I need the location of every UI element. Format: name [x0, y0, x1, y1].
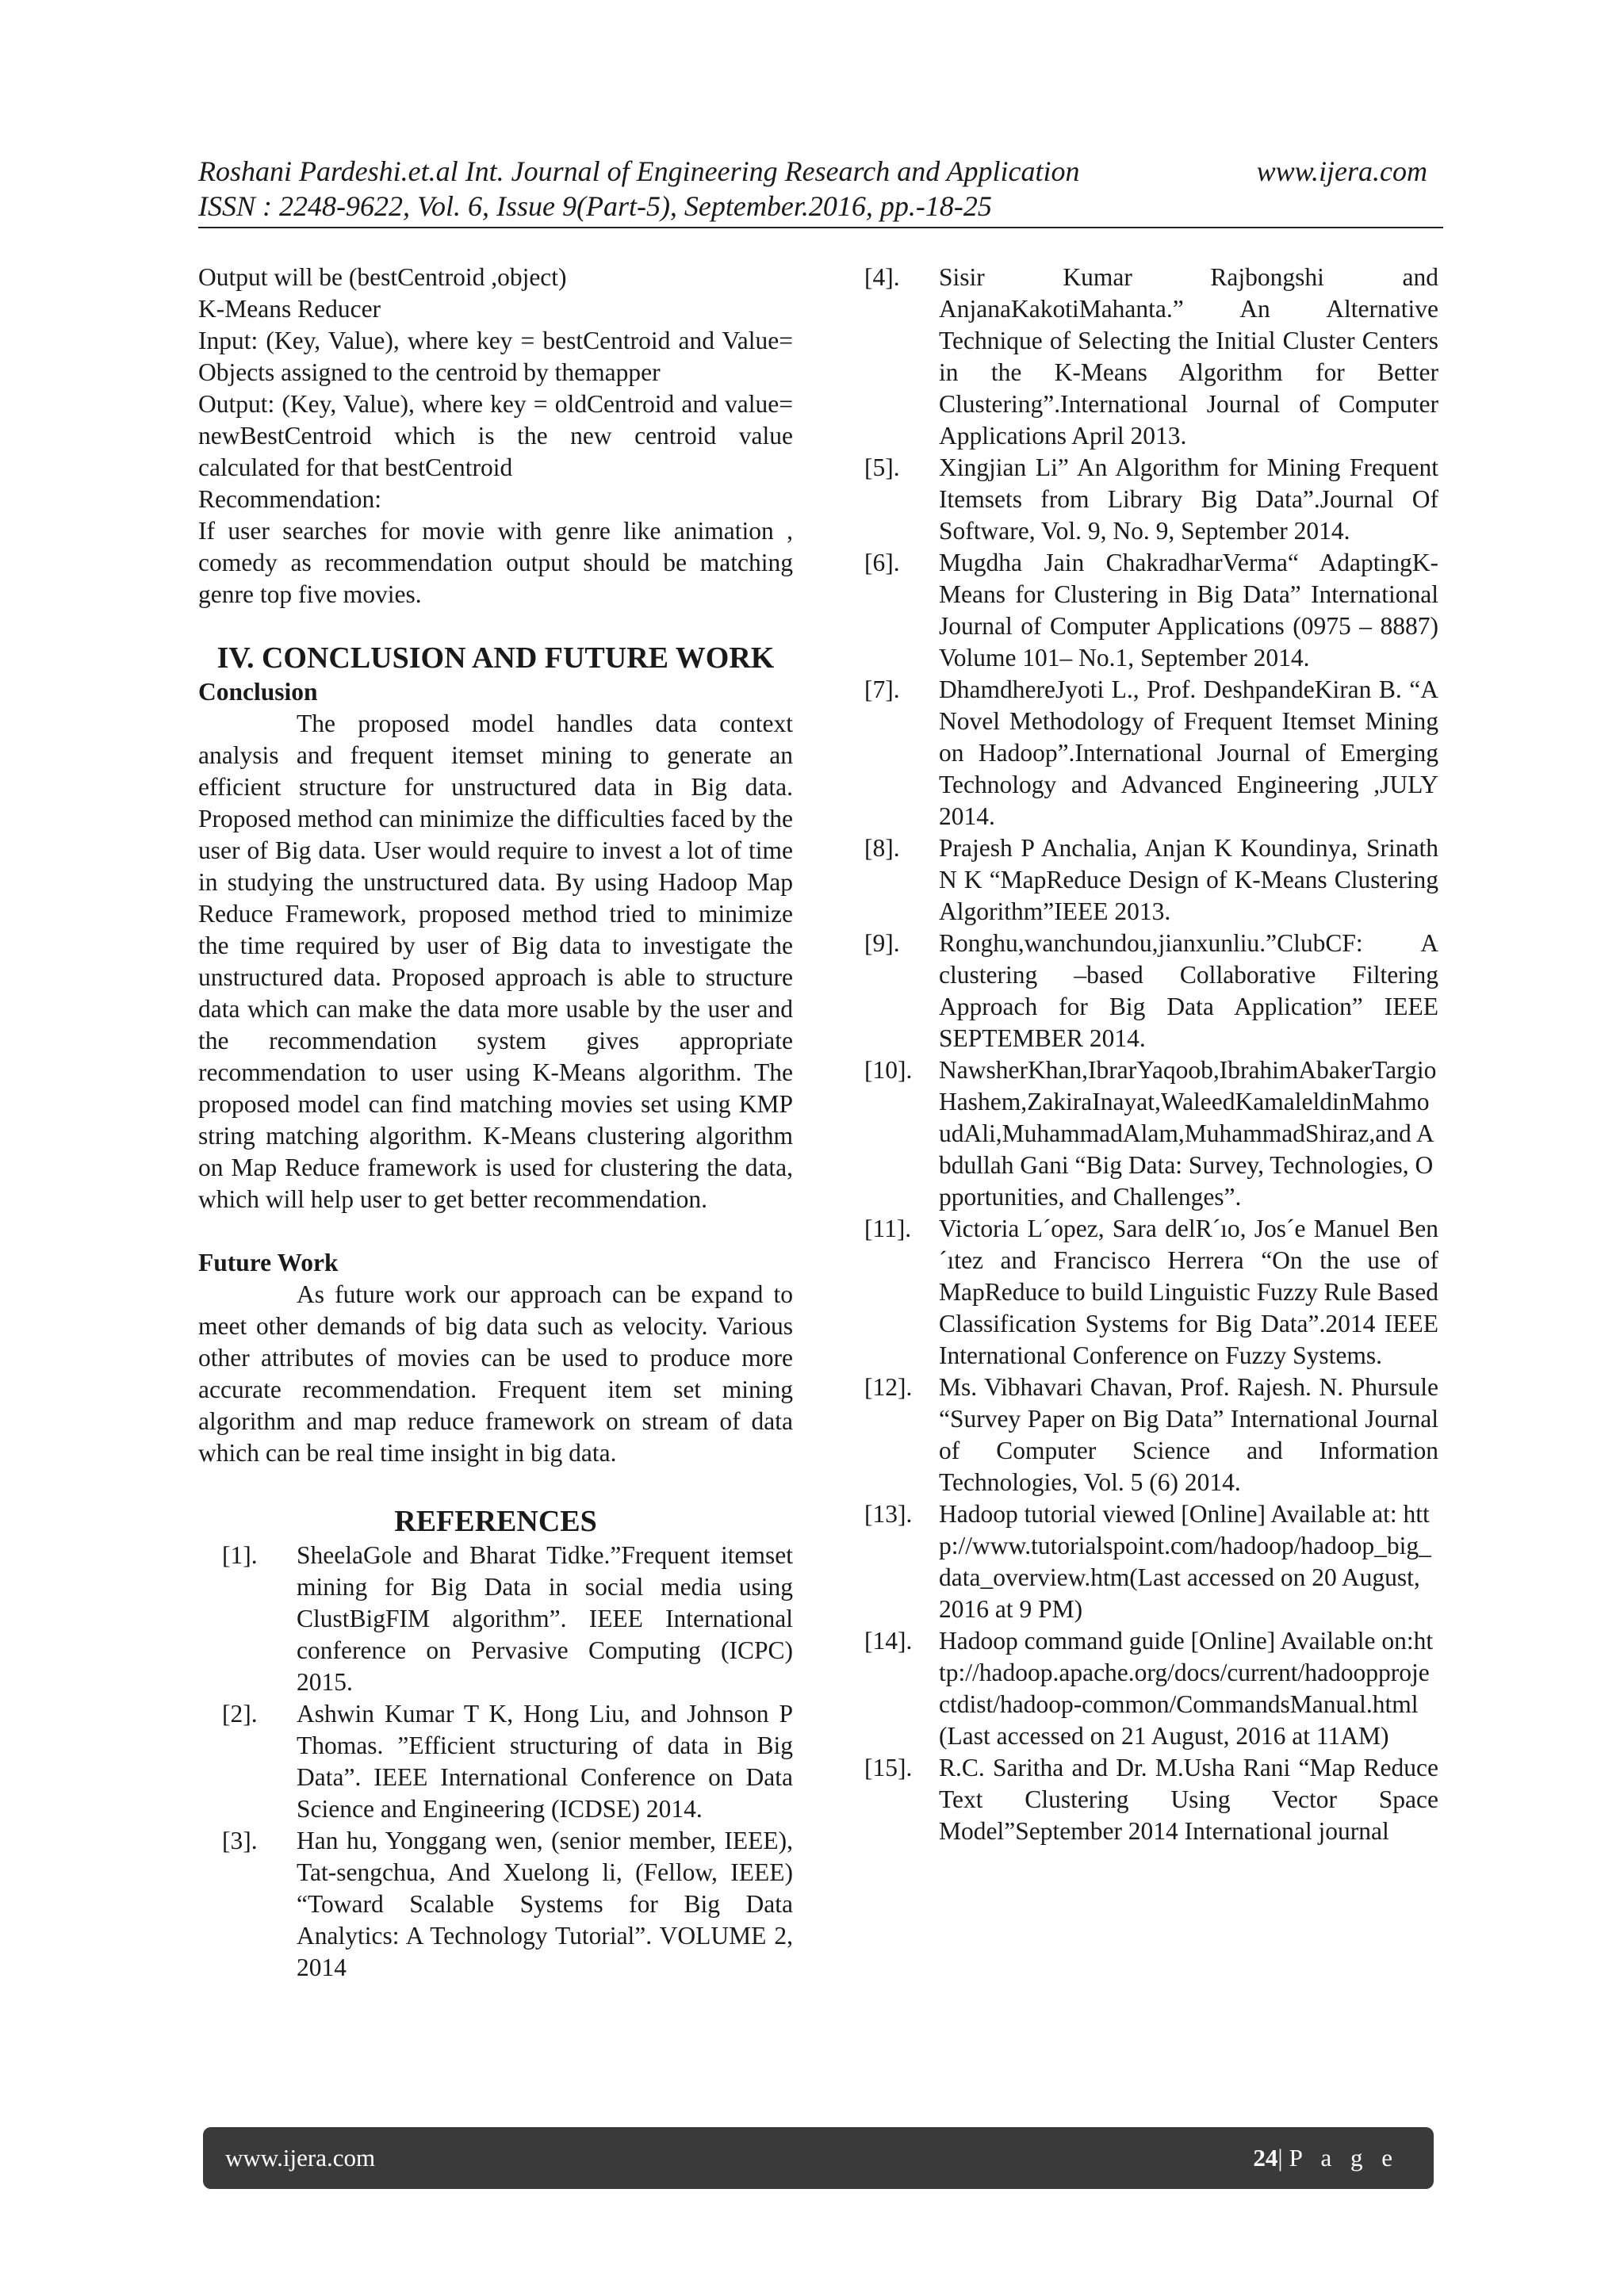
left-column: [198, 262, 793, 1984]
reference-number: [1].: [222, 1541, 258, 1569]
reference-number: [7].: [864, 675, 900, 703]
running-header: [198, 154, 1443, 224]
reference-number: [2].: [222, 1700, 258, 1728]
reference-number: [5].: [864, 453, 900, 481]
reference-number: [13].: [864, 1500, 913, 1528]
page-label: |P a g e: [1277, 2144, 1399, 2172]
reference-item: [864, 832, 1438, 928]
reference-text: Hadoop tutorial viewed [Online] Available at: http://www.tutorialspoint.com/hadoop/hadoop_big_data_overview.htm(Last accessed on 20 August, 2016 at 9 PM): [939, 1500, 1431, 1623]
reducer-input-paragraph: Input: (Key, Value), where key = bestCentroid and Value= Objects assigned to the centroid by themapper: [198, 327, 793, 386]
reference-text: Victoria L´opez, Sara delR´ıo, Jos´e Manuel Ben´ıtez and Francisco Herrera “On the use of MapReduce to build Linguistic Fuzzy Rule Based Classification Systems for Big Data”.2014 IEEE International Conference on Fuzzy Systems.: [939, 1215, 1438, 1369]
reference-number: [14].: [864, 1627, 913, 1655]
reference-text: Hadoop command guide [Online] Available on:http://hadoop.apache.org/docs/current/hadoopprojectdist/hadoop-common/CommandsManual.html(Last accessed on 21 August, 2016 at 11AM): [939, 1627, 1434, 1750]
references-list-right: [864, 262, 1438, 1847]
journal-citation: Roshani Pardeshi.et.al Int. Journal of Engineering Research and Application: [198, 155, 1080, 187]
reference-text: Sisir Kumar Rajbongshi and AnjanaKakotiMahanta.” An Alternative Technique of Selecting the Initial Cluster Centers in the K-Means Algorithm for Better Clustering”.International Journal of Computer Applications April 2013.: [939, 263, 1438, 450]
references-list-left: [198, 1540, 793, 1984]
reference-text: R.C. Saritha and Dr. M.Usha Rani “Map Reduce Text Clustering Using Vector Space Model”September 2014 International journal: [939, 1754, 1438, 1845]
reference-item: [864, 928, 1438, 1054]
reference-item: [864, 1372, 1438, 1498]
conclusion-heading: Conclusion: [198, 678, 318, 706]
reference-item: [198, 1825, 793, 1984]
page-footer: [203, 2127, 1434, 2189]
reducer-output-paragraph: Output: (Key, Value), where key = oldCentroid and value= newBestCentroid which is the new centroid value calculated for that bestCentroid: [198, 390, 793, 481]
reference-item: [864, 1054, 1438, 1213]
reference-text: SheelaGole and Bharat Tidke.”Frequent itemset mining for Big Data in social media using ClustBigFIM algorithm”. IEEE International conference on Pervasive Computing (ICPC) 2015.: [297, 1541, 793, 1696]
reference-number: [15].: [864, 1754, 913, 1781]
reference-item: [864, 262, 1438, 452]
reference-text: DhamdhereJyoti L., Prof. DeshpandeKiran B. “A Novel Methodology of Frequent Itemset Mining on Hadoop”.International Journal of Emerging Technology and Advanced Engineering ,JULY 2014.: [939, 675, 1438, 830]
reference-item: [864, 452, 1438, 547]
output-line: Output will be (bestCentroid ,object): [198, 263, 567, 291]
reference-number: [6].: [864, 549, 900, 576]
reference-item: [864, 1625, 1438, 1752]
header-line-1: [198, 154, 1443, 189]
reference-text: NawsherKhan,IbrarYaqoob,IbrahimAbakerTargioHashem,ZakiraInayat,WaleedKamaleldinMahmoudAli,MuhammadAlam,MuhammadShiraz,and Abdullah Gani “Big Data: Survey, Technologies, Opportunities, and Challenges”.: [939, 1056, 1437, 1211]
reference-item: [198, 1540, 793, 1698]
reference-item: [864, 1498, 1438, 1625]
future-work-paragraph: As future work our approach can be expand to meet other demands of big data such as velocity. Various other attributes of movies can be used to produce more accurate recommendation. Frequent item set mining algorithm and map reduce framework on stream of data which can be real time insight in big data.: [198, 1280, 793, 1467]
reference-text: Ashwin Kumar T K, Hong Liu, and Johnson P Thomas. ”Efficient structuring of data in Big Data”. IEEE International Conference on Data Science and Engineering (ICDSE) 2014.: [297, 1700, 793, 1823]
footer-website: www.ijera.com: [225, 2144, 376, 2172]
page-number: 24: [1253, 2144, 1278, 2172]
reference-text: Ronghu,wanchundou,jianxunliu.”ClubCF: A clustering –based Collaborative Filtering Approach for Big Data Application” IEEE SEPTEMBER 2014.: [939, 929, 1438, 1052]
recommendation-label: Recommendation:: [198, 485, 381, 513]
reference-text: Ms. Vibhavari Chavan, Prof. Rajesh. N. Phursule “Survey Paper on Big Data” International Journal of Computer Science and Information Technologies, Vol. 5 (6) 2014.: [939, 1373, 1438, 1496]
future-work-heading: Future Work: [198, 1249, 339, 1276]
recommendation-paragraph: If user searches for movie with genre like animation , comedy as recommendation output should be matching genre top five movies.: [198, 517, 793, 608]
reference-number: [11].: [864, 1215, 912, 1242]
reference-text: Xingjian Li” An Algorithm for Mining Frequent Itemsets from Library Big Data”.Journal Of Software, Vol. 9, No. 9, September 2014.: [939, 453, 1438, 545]
header-rule: [198, 227, 1443, 228]
reference-item: [198, 1698, 793, 1825]
page-indicator: [1253, 2127, 1399, 2189]
reference-number: [4].: [864, 263, 900, 291]
references-title: REFERENCES: [394, 1505, 597, 1538]
reference-text: Prajesh P Anchalia, Anjan K Koundinya, Srinath N K “MapReduce Design of K-Means Clustering Algorithm”IEEE 2013.: [939, 834, 1438, 925]
right-column: [864, 262, 1438, 1847]
reference-number: [3].: [222, 1827, 258, 1854]
reducer-label: K-Means Reducer: [198, 295, 381, 323]
header-line-2: ISSN : 2248-9622, Vol. 6, Issue 9(Part-5), September.2016, pp.-18-25: [198, 190, 992, 222]
reference-item: [864, 547, 1438, 674]
reference-item: [864, 1213, 1438, 1372]
journal-website: www.ijera.com: [1256, 155, 1427, 187]
reference-number: [8].: [864, 834, 900, 862]
reference-text: Han hu, Yonggang wen, (senior member, IEEE), Tat-sengchua, And Xuelong li, (Fellow, IEEE) “Toward Scalable Systems for Big Data Analytics: A Technology Tutorial”. VOLUME 2, 2014: [297, 1827, 793, 1981]
reference-number: [12].: [864, 1373, 913, 1401]
reference-text: Mugdha Jain ChakradharVerma“ AdaptingK-Means for Clustering in Big Data” International Journal of Computer Applications (0975 – 8887) Volume 101– No.1, September 2014.: [939, 549, 1438, 672]
conclusion-paragraph: The proposed model handles data context analysis and frequent itemset mining to generate an efficient structure for unstructured data in Big data. Proposed method can minimize the difficulties faced by the user of Big data. User would require to invest a lot of time in studying the unstructured data. By using Hadoop Map Reduce Framework, proposed method tried to minimize the time required by user of Big data to investigate the unstructured data. Proposed approach is able to structure data which can make the data more usable by the user and the recommendation system gives appropriate recommendation to user using K-Means algorithm. The proposed model can find matching movies set using KMP string matching algorithm. K-Means clustering algorithm on Map Reduce framework is used for clustering the data, which will help user to get better recommendation.: [198, 710, 793, 1213]
reference-number: [10].: [864, 1056, 913, 1084]
reference-item: [864, 1752, 1438, 1847]
reference-item: [864, 674, 1438, 832]
section-title: IV. CONCLUSION AND FUTURE WORK: [216, 641, 775, 675]
reference-number: [9].: [864, 929, 900, 957]
